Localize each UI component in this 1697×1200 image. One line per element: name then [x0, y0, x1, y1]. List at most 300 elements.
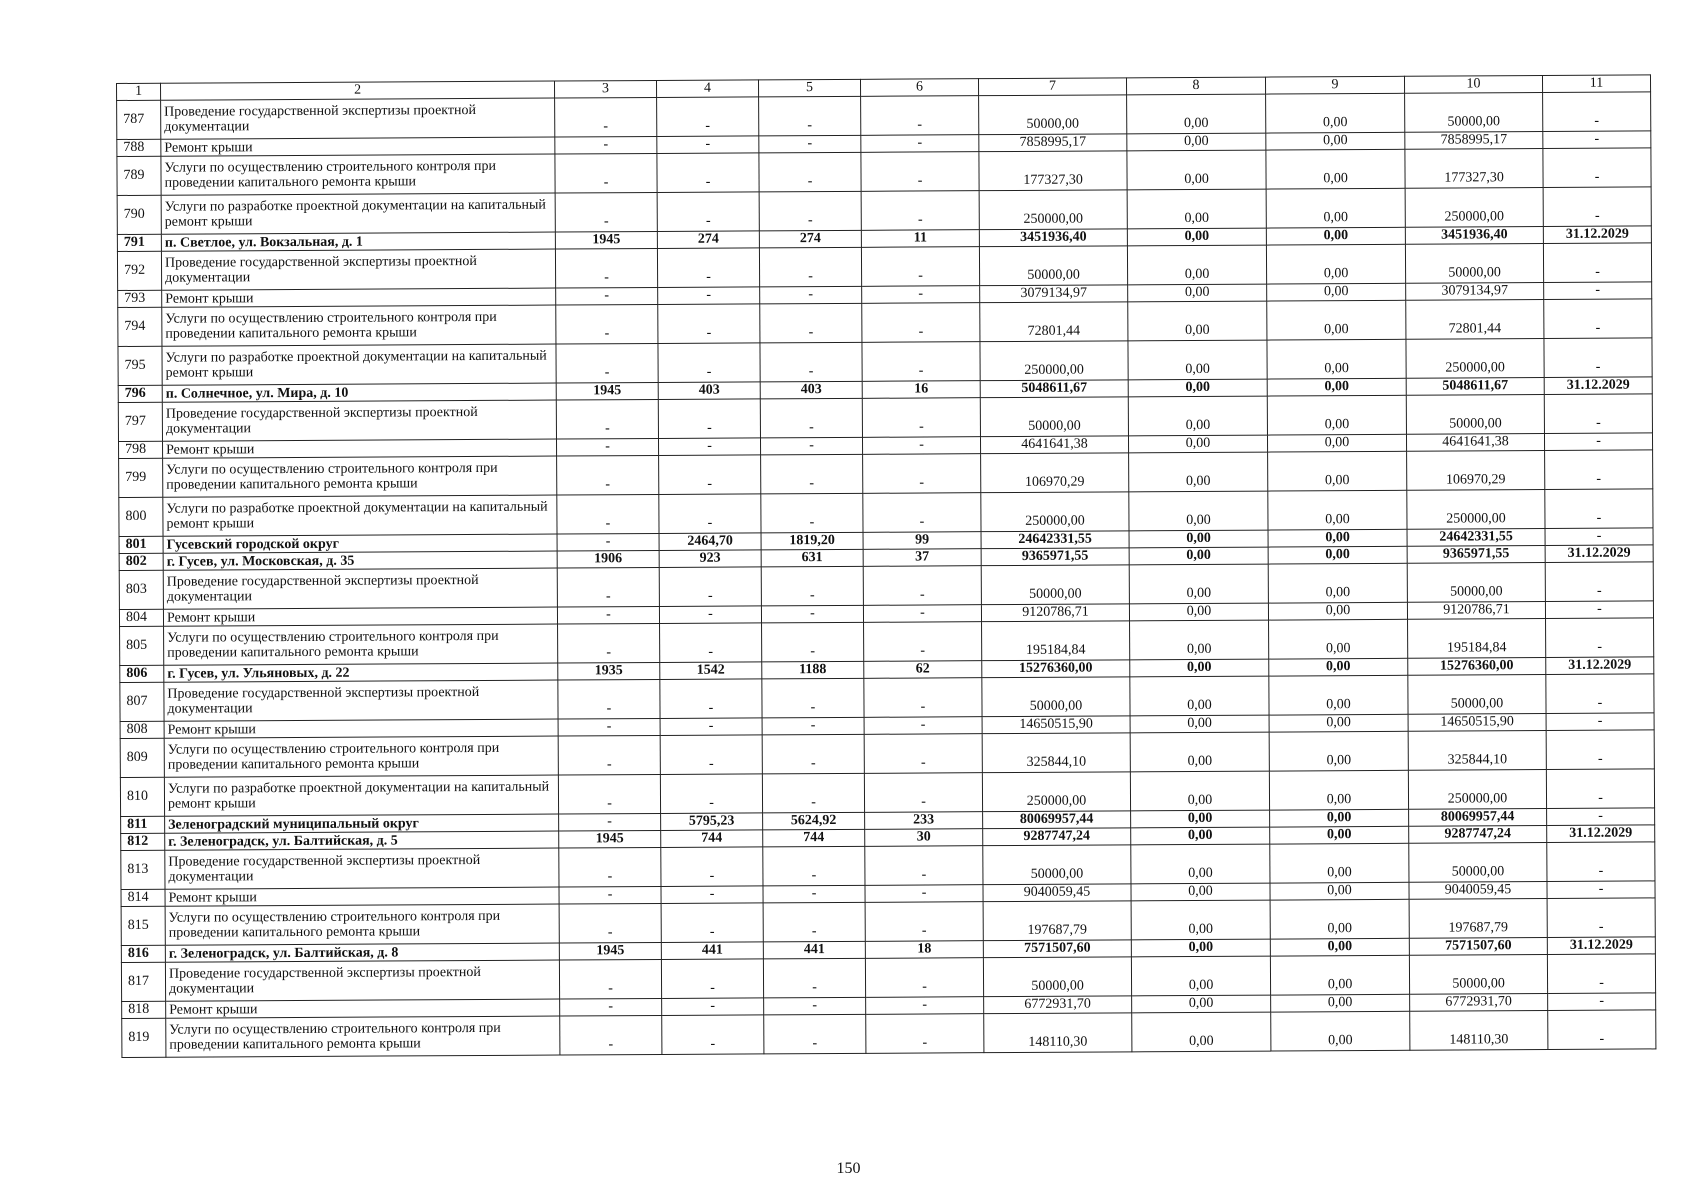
- col-11-cell: -: [1546, 618, 1654, 658]
- col-4-cell: -: [660, 623, 762, 663]
- row-description-cell: Услуги по осуществлению строительного контроля при проведении капитального ремонта крыши: [163, 456, 557, 497]
- col-6-cell: -: [863, 454, 981, 494]
- col-7-cell: 3451936,40: [979, 229, 1127, 247]
- col-4-cell: -: [657, 248, 759, 288]
- col-10-cell: 7858995,17: [1405, 132, 1543, 150]
- col-11-cell: -: [1545, 489, 1653, 529]
- col-4-cell: -: [661, 903, 763, 943]
- col-7-cell: 250000,00: [981, 492, 1129, 532]
- col-11-cell: -: [1545, 450, 1653, 490]
- col-10-cell: 15276360,00: [1408, 658, 1546, 676]
- col-9-cell: 0,00: [1268, 490, 1407, 530]
- row-number-cell: 808: [120, 721, 164, 738]
- col-9-cell: 0,00: [1266, 149, 1405, 189]
- col-9-cell: 0,00: [1270, 882, 1409, 900]
- col-7-cell: 50000,00: [983, 845, 1131, 885]
- col-4-cell: 2464,70: [659, 533, 761, 551]
- col-11-cell: -: [1546, 674, 1654, 714]
- col-8-cell: 0,00: [1131, 883, 1270, 901]
- col-7-cell: 106970,29: [981, 453, 1129, 493]
- header-cell: 11: [1542, 75, 1650, 93]
- col-6-cell: -: [863, 493, 981, 533]
- col-6-cell: -: [861, 191, 979, 231]
- row-number-cell: 798: [119, 441, 163, 458]
- col-4-cell: -: [659, 606, 761, 624]
- header-cell: 4: [656, 80, 758, 98]
- col-9-cell: 0,00: [1266, 227, 1405, 245]
- row-number-cell: 796: [118, 385, 162, 402]
- col-5-cell: -: [762, 773, 864, 813]
- col-10-cell: 14650515,90: [1408, 714, 1546, 732]
- col-9-cell: 0,00: [1266, 188, 1405, 228]
- col-6-cell: -: [864, 734, 982, 774]
- col-9-cell: 0,00: [1269, 731, 1408, 771]
- col-8-cell: 0,00: [1127, 133, 1266, 151]
- row-description-cell: Услуги по осуществлению строительного контроля при проведении капитального ремонта крыши: [162, 305, 556, 346]
- col-5-cell: 744: [763, 829, 865, 847]
- col-9-cell: 0,00: [1266, 93, 1405, 133]
- col-3-cell: -: [555, 153, 657, 193]
- col-7-cell: 14650515,90: [982, 716, 1130, 734]
- col-10-cell: 50000,00: [1409, 843, 1547, 883]
- col-4-cell: -: [659, 455, 761, 495]
- col-4-cell: 403: [658, 382, 760, 400]
- col-10-cell: 3451936,40: [1405, 227, 1543, 245]
- col-7-cell: 9040059,45: [983, 884, 1131, 902]
- col-5-cell: -: [759, 247, 861, 287]
- col-8-cell: 0,00: [1131, 956, 1270, 996]
- col-8-cell: 0,00: [1130, 732, 1269, 772]
- table-body: [117, 92, 1656, 1058]
- col-9-cell: 0,00: [1269, 770, 1408, 810]
- col-9-cell: 0,00: [1267, 395, 1406, 435]
- col-9-cell: 0,00: [1269, 714, 1408, 732]
- col-8-cell: 0,00: [1131, 900, 1270, 940]
- col-8-cell: 0,00: [1131, 939, 1270, 957]
- col-7-cell: 3079134,97: [980, 285, 1128, 303]
- row-description-cell: Услуги по разработке проектной документации на капитальный ремонт крыши: [164, 775, 558, 816]
- col-5-cell: 441: [763, 941, 865, 959]
- col-5-cell: -: [761, 566, 863, 606]
- col-8-cell: 0,00: [1128, 284, 1267, 302]
- col-7-cell: 50000,00: [981, 565, 1129, 605]
- col-6-cell: -: [861, 247, 979, 287]
- col-4-cell: -: [661, 959, 763, 999]
- col-11-cell: 31.12.2029: [1547, 825, 1655, 843]
- col-3-cell: 1945: [555, 231, 657, 249]
- header-cell: 8: [1126, 77, 1265, 95]
- col-10-cell: 250000,00: [1407, 490, 1545, 530]
- col-8-cell: 0,00: [1127, 94, 1266, 134]
- row-number-cell: 791: [117, 234, 161, 251]
- col-7-cell: 50000,00: [979, 246, 1127, 286]
- col-6-cell: -: [862, 342, 980, 382]
- col-3-cell: 1935: [558, 662, 660, 680]
- col-6-cell: -: [862, 398, 980, 438]
- col-10-cell: 9365971,55: [1407, 546, 1545, 564]
- col-6-cell: -: [866, 1014, 984, 1054]
- col-4-cell: -: [660, 774, 762, 814]
- col-4-cell: -: [662, 998, 764, 1016]
- col-8-cell: 0,00: [1128, 340, 1267, 380]
- col-3-cell: -: [559, 903, 661, 943]
- col-9-cell: 0,00: [1269, 658, 1408, 676]
- col-8-cell: 0,00: [1132, 1012, 1271, 1052]
- col-4-cell: -: [657, 192, 759, 232]
- col-8-cell: 0,00: [1127, 228, 1266, 246]
- col-7-cell: 250000,00: [982, 772, 1130, 812]
- col-5-cell: -: [764, 997, 866, 1015]
- col-8-cell: 0,00: [1128, 379, 1267, 397]
- col-10-cell: 50000,00: [1408, 675, 1546, 715]
- col-9-cell: 0,00: [1271, 994, 1410, 1012]
- col-3-cell: -: [560, 1015, 662, 1055]
- col-10-cell: 177327,30: [1405, 149, 1543, 189]
- col-5-cell: -: [762, 734, 864, 774]
- col-9-cell: 0,00: [1268, 529, 1407, 547]
- col-7-cell: 80069957,44: [983, 811, 1131, 829]
- col-3-cell: -: [555, 136, 657, 154]
- header-cell: 9: [1265, 76, 1404, 94]
- col-4-cell: -: [659, 494, 761, 534]
- row-number-cell: 799: [119, 458, 163, 497]
- col-9-cell: 0,00: [1270, 809, 1409, 827]
- col-6-cell: -: [862, 303, 980, 343]
- row-number-cell: 801: [119, 536, 163, 553]
- col-6-cell: 99: [863, 532, 981, 550]
- col-11-cell: -: [1543, 148, 1651, 188]
- col-5-cell: 1188: [762, 661, 864, 679]
- col-11-cell: -: [1548, 993, 1656, 1011]
- col-11-cell: -: [1547, 898, 1655, 938]
- row-description-cell: Ремонт крыши: [161, 137, 555, 156]
- col-6-cell: -: [861, 96, 979, 136]
- row-description-cell: Проведение государственной экспертизы проектной документации: [164, 680, 558, 721]
- row-description-cell: Услуги по осуществлению строительного контроля при проведении капитального ремонта крыши: [164, 624, 558, 665]
- col-6-cell: -: [863, 605, 981, 623]
- col-4-cell: -: [657, 153, 759, 193]
- col-4-cell: 441: [661, 942, 763, 960]
- col-5-cell: -: [760, 342, 862, 382]
- col-9-cell: 0,00: [1268, 563, 1407, 603]
- row-description-cell: Услуги по осуществлению строительного контроля при проведении капитального ремонта крыши: [161, 154, 555, 195]
- col-10-cell: 106970,29: [1407, 451, 1545, 491]
- col-11-cell: 31.12.2029: [1543, 226, 1651, 244]
- col-11-cell: -: [1545, 562, 1653, 602]
- col-8-cell: 0,00: [1130, 771, 1269, 811]
- col-8-cell: 0,00: [1130, 715, 1269, 733]
- col-9-cell: 0,00: [1268, 546, 1407, 564]
- row-description-cell: Проведение государственной экспертизы проектной документации: [161, 98, 555, 139]
- col-6-cell: -: [864, 622, 982, 662]
- col-10-cell: 72801,44: [1406, 300, 1544, 340]
- row-description-cell: г. Зеленоградск, ул. Балтийская, д. 8: [165, 943, 559, 962]
- row-number-cell: 792: [117, 251, 161, 290]
- col-7-cell: 50000,00: [980, 397, 1128, 437]
- col-6-cell: -: [862, 286, 980, 304]
- col-6-cell: -: [864, 717, 982, 735]
- col-10-cell: 5048611,67: [1406, 378, 1544, 396]
- col-6-cell: 37: [863, 549, 981, 567]
- col-4-cell: -: [657, 136, 759, 154]
- col-11-cell: -: [1543, 131, 1651, 149]
- row-description-cell: п. Светлое, ул. Вокзальная, д. 1: [161, 232, 555, 251]
- col-3-cell: -: [557, 455, 659, 495]
- row-description-cell: Проведение государственной экспертизы проектной документации: [163, 568, 557, 609]
- col-7-cell: 148110,30: [984, 1013, 1132, 1053]
- row-number-cell: 803: [119, 570, 163, 609]
- row-description-cell: Ремонт крыши: [163, 439, 557, 458]
- row-description-cell: Услуги по разработке проектной документации на капитальный ремонт крыши: [163, 495, 557, 536]
- col-8-cell: 0,00: [1129, 530, 1268, 548]
- col-3-cell: 1945: [559, 830, 661, 848]
- col-3-cell: -: [558, 679, 660, 719]
- col-6-cell: 16: [862, 381, 980, 399]
- col-9-cell: 0,00: [1266, 244, 1405, 284]
- col-3-cell: -: [556, 287, 658, 305]
- col-5-cell: -: [761, 605, 863, 623]
- col-7-cell: 250000,00: [979, 190, 1127, 230]
- row-number-cell: 816: [121, 945, 165, 962]
- col-10-cell: 9287747,24: [1409, 826, 1547, 844]
- col-4-cell: 923: [659, 550, 761, 568]
- col-4-cell: 5795,23: [661, 813, 763, 831]
- col-7-cell: 177327,30: [979, 151, 1127, 191]
- col-11-cell: -: [1544, 338, 1652, 378]
- col-10-cell: 9040059,45: [1409, 882, 1547, 900]
- row-number-cell: 793: [118, 290, 162, 307]
- col-5-cell: -: [762, 622, 864, 662]
- col-3-cell: -: [558, 735, 660, 775]
- col-10-cell: 250000,00: [1408, 770, 1546, 810]
- col-11-cell: 31.12.2029: [1547, 937, 1655, 955]
- col-8-cell: 0,00: [1131, 810, 1270, 828]
- row-description-cell: Ремонт крыши: [162, 288, 556, 307]
- row-number-cell: 811: [121, 816, 165, 833]
- col-7-cell: 24642331,55: [981, 531, 1129, 549]
- col-3-cell: -: [557, 567, 659, 607]
- row-number-cell: 813: [121, 850, 165, 889]
- col-10-cell: 250000,00: [1406, 339, 1544, 379]
- col-5-cell: -: [761, 493, 863, 533]
- col-7-cell: 50000,00: [983, 957, 1131, 997]
- col-5-cell: -: [759, 135, 861, 153]
- col-5-cell: 5624,92: [763, 812, 865, 830]
- col-8-cell: 0,00: [1130, 659, 1269, 677]
- row-description-cell: Услуги по осуществлению строительного контроля при проведении капитального ремонта крыши: [165, 904, 559, 945]
- col-11-cell: -: [1545, 528, 1653, 546]
- col-6-cell: -: [864, 773, 982, 813]
- document-sheet: [116, 74, 1656, 1115]
- row-description-cell: Зеленоградский муниципальный округ: [165, 814, 559, 833]
- col-6-cell: -: [861, 135, 979, 153]
- col-5-cell: -: [759, 191, 861, 231]
- row-number-cell: 817: [121, 962, 165, 1001]
- col-6-cell: -: [865, 902, 983, 942]
- header-cell: 1: [117, 83, 161, 100]
- col-5-cell: -: [760, 303, 862, 343]
- col-9-cell: 0,00: [1268, 451, 1407, 491]
- col-3-cell: 1945: [556, 382, 658, 400]
- col-5-cell: -: [761, 454, 863, 494]
- col-4-cell: -: [660, 718, 762, 736]
- col-10-cell: 50000,00: [1406, 395, 1544, 435]
- row-description-cell: Ремонт крыши: [163, 607, 557, 626]
- col-3-cell: -: [557, 494, 659, 534]
- row-description-cell: Ремонт крыши: [164, 719, 558, 738]
- col-3-cell: -: [559, 813, 661, 831]
- col-4-cell: 274: [657, 231, 759, 249]
- col-5-cell: 1819,20: [761, 532, 863, 550]
- col-8-cell: 0,00: [1127, 150, 1266, 190]
- col-8-cell: 0,00: [1129, 491, 1268, 531]
- col-4-cell: -: [658, 343, 760, 383]
- header-cell: 6: [860, 79, 978, 97]
- row-number-cell: 805: [120, 626, 164, 665]
- col-11-cell: -: [1544, 394, 1652, 434]
- col-7-cell: 9120786,71: [981, 604, 1129, 622]
- col-7-cell: 197687,79: [983, 901, 1131, 941]
- col-7-cell: 9365971,55: [981, 548, 1129, 566]
- col-9-cell: 0,00: [1270, 826, 1409, 844]
- col-7-cell: 7571507,60: [983, 940, 1131, 958]
- row-number-cell: 812: [121, 833, 165, 850]
- col-6-cell: 62: [864, 661, 982, 679]
- col-7-cell: 195184,84: [982, 621, 1130, 661]
- col-9-cell: 0,00: [1269, 675, 1408, 715]
- col-11-cell: -: [1547, 881, 1655, 899]
- col-6-cell: 30: [865, 829, 983, 847]
- col-11-cell: -: [1543, 187, 1651, 227]
- row-number-cell: 790: [117, 195, 161, 234]
- col-4-cell: -: [659, 567, 761, 607]
- col-3-cell: -: [559, 959, 661, 999]
- col-10-cell: 325844,10: [1408, 731, 1546, 771]
- col-3-cell: -: [557, 606, 659, 624]
- col-8-cell: 0,00: [1129, 564, 1268, 604]
- header-cell: 3: [554, 80, 656, 98]
- row-number-cell: 789: [117, 156, 161, 195]
- col-5-cell: -: [763, 885, 865, 903]
- col-7-cell: 250000,00: [980, 341, 1128, 381]
- col-3-cell: -: [556, 343, 658, 383]
- row-description-cell: п. Солнечное, ул. Мира, д. 10: [162, 383, 556, 402]
- row-description-cell: Услуги по разработке проектной документации на капитальный ремонт крыши: [161, 193, 555, 234]
- row-description-cell: Услуги по осуществлению строительного контроля при проведении капитального ремонта крыши: [164, 736, 558, 777]
- col-7-cell: 4641641,38: [980, 436, 1128, 454]
- col-8-cell: 0,00: [1127, 189, 1266, 229]
- col-9-cell: 0,00: [1270, 955, 1409, 995]
- row-number-cell: 814: [121, 889, 165, 906]
- col-4-cell: -: [658, 399, 760, 439]
- col-9-cell: 0,00: [1267, 339, 1406, 379]
- row-number-cell: 802: [119, 553, 163, 570]
- col-6-cell: 11: [861, 230, 979, 248]
- col-3-cell: -: [555, 97, 657, 137]
- col-5-cell: -: [763, 846, 865, 886]
- col-10-cell: 148110,30: [1410, 1011, 1548, 1051]
- col-10-cell: 50000,00: [1409, 955, 1547, 995]
- col-3-cell: -: [556, 399, 658, 439]
- col-3-cell: -: [558, 774, 660, 814]
- col-6-cell: 18: [865, 941, 983, 959]
- col-7-cell: 15276360,00: [982, 660, 1130, 678]
- row-number-cell: 809: [120, 738, 164, 777]
- col-10-cell: 195184,84: [1408, 619, 1546, 659]
- col-5-cell: 274: [759, 230, 861, 248]
- col-3-cell: 1906: [557, 550, 659, 568]
- row-description-cell: Услуги по разработке проектной документации на капитальный ремонт крыши: [162, 344, 556, 385]
- col-8-cell: 0,00: [1131, 827, 1270, 845]
- row-description-cell: Проведение государственной экспертизы проектной документации: [165, 848, 559, 889]
- col-4-cell: -: [658, 287, 760, 305]
- col-10-cell: 9120786,71: [1407, 602, 1545, 620]
- row-number-cell: 807: [120, 682, 164, 721]
- col-8-cell: 0,00: [1129, 452, 1268, 492]
- col-8-cell: 0,00: [1130, 620, 1269, 660]
- header-cell: 10: [1404, 76, 1542, 94]
- col-4-cell: -: [658, 304, 760, 344]
- col-11-cell: 31.12.2029: [1544, 377, 1652, 395]
- col-10-cell: 4641641,38: [1406, 434, 1544, 452]
- col-7-cell: 6772931,70: [984, 996, 1132, 1014]
- col-6-cell: -: [861, 152, 979, 192]
- row-number-cell: 795: [118, 346, 162, 385]
- col-7-cell: 5048611,67: [980, 380, 1128, 398]
- col-10-cell: 50000,00: [1407, 563, 1545, 603]
- row-number-cell: 806: [120, 665, 164, 682]
- row-number-cell: 794: [118, 307, 162, 346]
- col-7-cell: 7858995,17: [979, 134, 1127, 152]
- col-9-cell: 0,00: [1267, 378, 1406, 396]
- row-description-cell: Проведение государственной экспертизы проектной документации: [165, 960, 559, 1001]
- col-4-cell: -: [660, 679, 762, 719]
- row-description-cell: Ремонт крыши: [165, 887, 559, 906]
- col-6-cell: -: [865, 958, 983, 998]
- col-3-cell: -: [558, 718, 660, 736]
- col-11-cell: -: [1546, 769, 1654, 809]
- col-5-cell: -: [760, 437, 862, 455]
- col-4-cell: 744: [661, 830, 763, 848]
- col-10-cell: 24642331,55: [1407, 529, 1545, 547]
- col-7-cell: 325844,10: [982, 733, 1130, 773]
- row-description-cell: Услуги по осуществлению строительного контроля при проведении капитального ремонта крыши: [166, 1016, 560, 1057]
- col-11-cell: -: [1544, 299, 1652, 339]
- header-cell: 5: [758, 79, 860, 97]
- col-7-cell: 9287747,24: [983, 828, 1131, 846]
- col-7-cell: 50000,00: [982, 677, 1130, 717]
- row-description-cell: Гусевский городской округ: [163, 534, 557, 553]
- col-8-cell: 0,00: [1129, 603, 1268, 621]
- col-5-cell: 631: [761, 549, 863, 567]
- col-11-cell: -: [1544, 433, 1652, 451]
- col-9-cell: 0,00: [1268, 602, 1407, 620]
- col-5-cell: -: [762, 717, 864, 735]
- row-description-cell: г. Гусев, ул. Московская, д. 35: [163, 551, 557, 570]
- col-4-cell: -: [658, 438, 760, 456]
- row-number-cell: 787: [117, 100, 161, 139]
- row-description-cell: г. Зеленоградск, ул. Балтийская, д. 5: [165, 831, 559, 850]
- col-5-cell: -: [763, 902, 865, 942]
- col-5-cell: -: [763, 958, 865, 998]
- col-3-cell: -: [560, 998, 662, 1016]
- row-number-cell: 818: [122, 1001, 166, 1018]
- row-number-cell: 810: [120, 777, 164, 816]
- col-9-cell: 0,00: [1270, 938, 1409, 956]
- col-11-cell: -: [1543, 92, 1651, 132]
- col-6-cell: -: [863, 566, 981, 606]
- col-9-cell: 0,00: [1267, 434, 1406, 452]
